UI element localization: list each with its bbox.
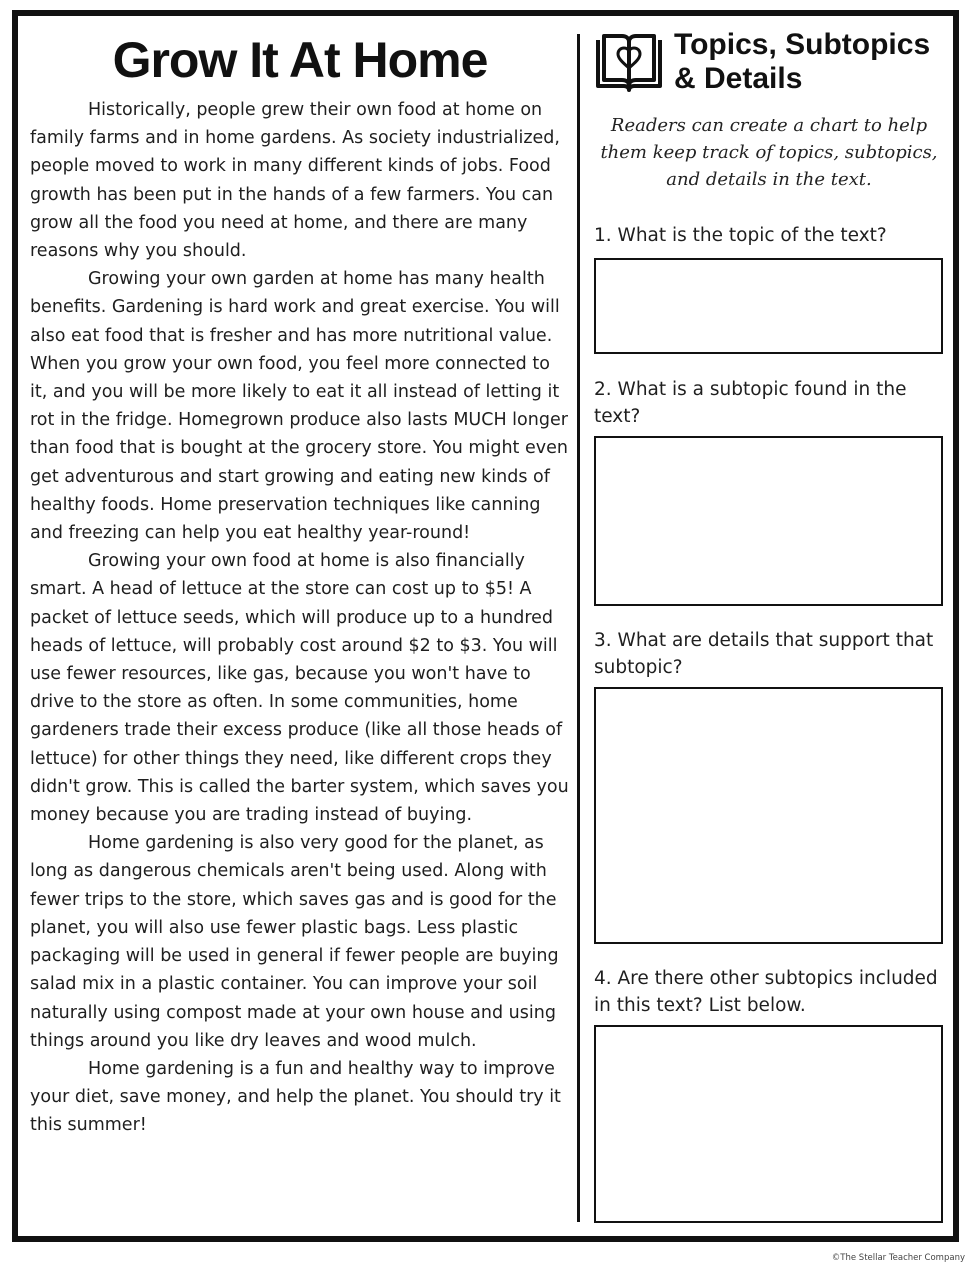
article-paragraph: Growing your own food at home is also financially smart. A head of lettuce at the store can cost up to $5! A packet of lettuce seeds, which will produce up to a hundred heads of lettuce, will probably cost around $2 to $3. You will use fewer resources, like gas, because you won't have to drive to the store as often. In some communities, home gardeners trade their excess produce (like all those heads of lettuce) for other things they need, like different crops they didn't grow. This is called the barter system, which saves you money because you are trading instead of buying. [30,551,569,826]
article-paragraph: Home gardening is also very good for the planet, as long as dangerous chemicals aren't being used. Along with fewer trips to the store, which saves gas and is good for the planet, you will also use fewer plastic bags. Less plastic packaging will be used in general if fewer people are buying salad mix in a plastic container. You can improve your soil naturally using compost made at your own house and using things around you like dry leaves and wood mulch. [30,833,559,1051]
answer-box-4[interactable] [594,1025,943,1223]
article-paragraph: Historically, people grew their own food at home on family farms and in home gardens. As society industrialized, people moved to work in many different kinds of jobs. Food growth has been put in the hands of a few farmers. You can grow all the food you need at home, and there are many reasons why you should. [30,100,560,262]
book-heart-icon [594,30,664,94]
worksheet-header [594,28,944,96]
copyright-footer: ©The Stellar Teacher Company [831,1253,965,1263]
question-4: 4. Are there other subtopics included in this text? List below. [594,968,938,1016]
column-divider [577,34,580,1222]
article-paragraph: Home gardening is a fun and healthy way to improve your diet, save money, and help the planet. You should try it this summer! [30,1058,561,1136]
answer-box-2[interactable] [594,436,943,606]
worksheet-title [674,28,930,96]
answer-box-3[interactable] [594,687,943,944]
article-paragraph: Growing your own garden at home has many health benefits. Gardening is hard work and great exercise. You will also eat food that is fresher and has more nutritional value. When you grow your own food, you feel more connected to it, and you will be more likely to eat it all instead of letting it rot in the fridge. Homegrown produce also lasts MUCH longer than food that is bought at the grocery store. You might even get adventurous and start growing and eating new kinds of healthy foods. Home preservation techniques like canning and freezing can help you eat healthy year-round! [30,269,568,544]
question-1: 1. What is the topic of the text? [594,225,887,246]
worksheet-column [594,28,944,1016]
article-title: Grow It At Home [112,32,488,88]
article-column [30,22,570,1140]
worksheet-intro: Readers can create a chart to help them keep track of topics, subtopics, and details in the text. [600,115,938,190]
question-3: 3. What are details that support that subtopic? [594,630,934,678]
question-2: 2. What is a subtopic found in the text? [594,379,907,427]
worksheet-title-line1: Topics, Subtopics [674,28,931,61]
answer-box-1[interactable] [594,258,943,354]
worksheet-title-line2: & Details [674,62,803,95]
